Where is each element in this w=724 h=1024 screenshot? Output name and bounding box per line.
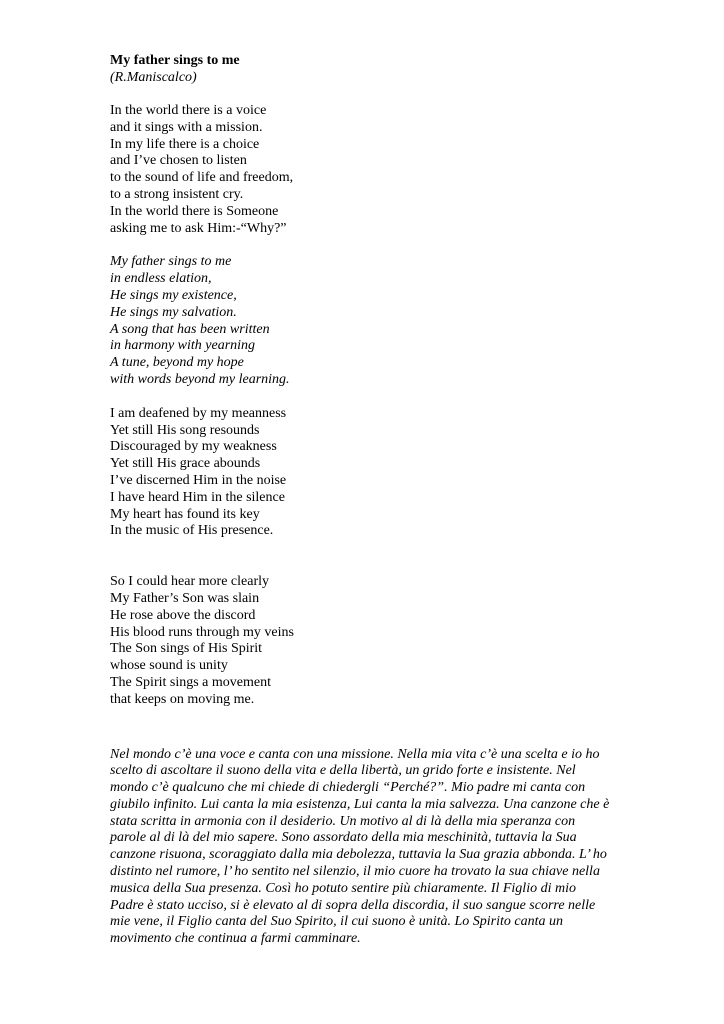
poem-line: in endless elation,	[110, 271, 212, 287]
poem-line: Discouraged by my weakness	[110, 439, 277, 455]
stanza-4	[110, 574, 630, 708]
poem-line: and I’ve chosen to listen	[110, 153, 247, 169]
poem-line: I’ve discerned Him in the noise	[110, 472, 287, 488]
stanza-3	[110, 406, 630, 540]
poem-line: His blood runs through my veins	[110, 624, 294, 640]
poem-line: to the sound of life and freedom,	[110, 170, 294, 186]
poem-line: Yet still His song resounds	[110, 422, 260, 438]
poem-line: asking me to ask Him:-“Why?”	[110, 220, 287, 236]
poem-title: My father sings to me	[110, 53, 240, 68]
poem-line: that keeps on moving me.	[110, 691, 255, 707]
poem-line: He sings my existence,	[110, 287, 237, 303]
poem-line: My heart has found its key	[110, 506, 260, 522]
poem-line: In my life there is a choice	[110, 136, 260, 152]
poem-line: My father sings to me	[110, 254, 232, 270]
stanza-2-refrain	[110, 254, 630, 388]
poem-line: A tune, beyond my hope	[110, 355, 244, 371]
poem-line: In the world there is Someone	[110, 203, 279, 219]
poem-line: A song that has been written	[110, 321, 270, 337]
poem-line: I have heard Him in the silence	[110, 489, 285, 505]
poem-line: whose sound is unity	[110, 658, 228, 674]
poem-line: The Son sings of His Spirit	[110, 641, 263, 657]
poem-line: In the music of His presence.	[110, 523, 274, 539]
poem-line: I am deafened by my meanness	[110, 405, 287, 421]
poem-line: My Father’s Son was slain	[110, 590, 260, 606]
poem-author: (R.Maniscalco)	[110, 70, 197, 85]
poem-line: to a strong insistent cry.	[110, 186, 244, 202]
poem-line: He rose above the discord	[110, 607, 256, 623]
document-page	[110, 52, 630, 948]
poem-line: in harmony with yearning	[110, 338, 256, 354]
italian-translation: Nel mondo c’è una voce e canta con una missione. Nella mia vita c’è una scelta e io ho scelto di ascoltare il suono della vita e della libertà, un grido forte e insistente. Nel mondo c’è qualcuno che mi chiede di chiedergli “Perché?”. Mio padre mi canta con giubilo infinito. Lui canta la mia esistenza, Lui canta la mia salvezza. Una canzone che è stata scritta in armonia con il desiderio. Un motivo al di là della mia speranza con parole al di là del mio sapere. Sono assordato della mia meschinità, tuttavia la Sua canzone risuona, scoraggiato dalla mia debolezza, tuttavia la Sua grazia abbonda. L’ ho distinto nel rumore, l’ ho sentito nel silenzio, il mio cuore ha trovato la sua chiave nella musica della Sua presenza. Così ho potuto sentire più chiaramente. Il Figlio di mio Padre è stato ucciso, si è elevato al di sopra della discordia, il suo sangue scorre nelle mie vene, il Figlio canta del Suo Spirito, il cui suono è unità. Lo Spirito canta un movimento che continua a farmi camminare.	[110, 746, 610, 947]
poem-line: and it sings with a mission.	[110, 119, 263, 135]
poem-line: In the world there is a voice	[110, 103, 267, 118]
poem-line: So I could hear more clearly	[110, 574, 269, 590]
poem-line: He sings my salvation.	[110, 304, 237, 320]
stanza-1	[110, 103, 630, 237]
poem-line: Yet still His grace abounds	[110, 456, 261, 472]
poem-line: The Spirit sings a movement	[110, 674, 271, 690]
poem-line: with words beyond my learning.	[110, 371, 290, 387]
